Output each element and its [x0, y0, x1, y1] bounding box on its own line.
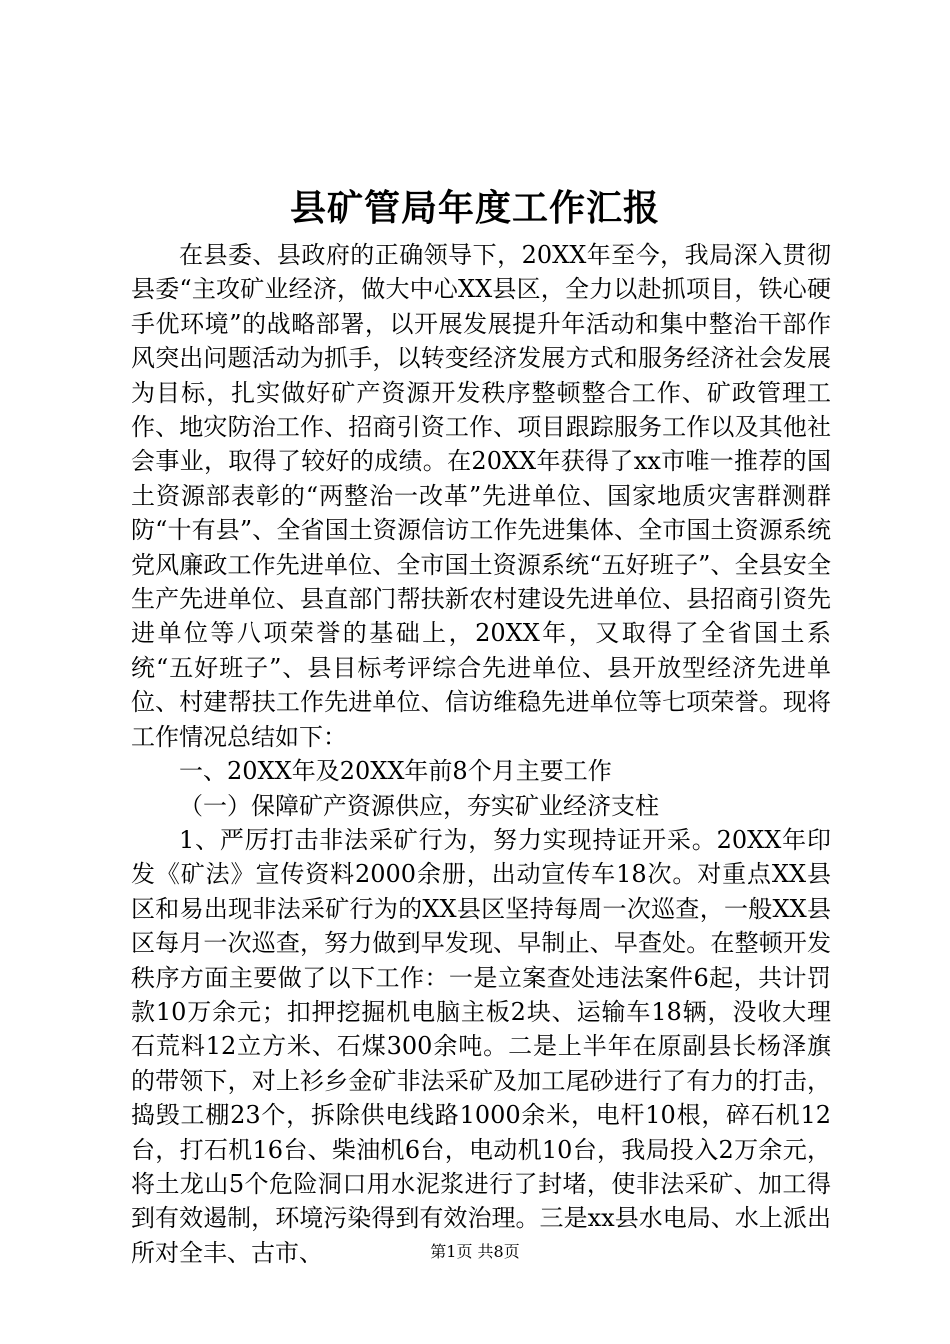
section-heading: 一、20XX年及20XX年前8个月主要工作 — [179, 757, 612, 786]
document-title: 县矿管局年度工作汇报 — [289, 187, 660, 229]
page-footer: 第1页 共8页 — [430, 1242, 520, 1261]
document-body — [131, 238, 831, 1270]
intro-paragraph: 在县委、县政府的正确领导下，20XX年至今，我局深入贯彻县委“主攻矿业经济，做大中心XX县区，全力以赴抓项目，铁心硬手优环境”的战略部署，以开展发展提升年活动和集中整治干部作风突出问题活动为抓手，以转变经济发展方式和服务经济社会发展为目标，扎实做好矿产资源开发秩序整顿整合工作、矿政管理工作、地灾防治工作、招商引资工作、项目跟踪服务工作以及其他社会事业，取得了较好的成绩。在20XX年获得了xx市唯一推荐的国土资源部表彰的“两整治一改革”先进单位、国家地质灾害群测群防“十有县”、全省国土资源信访工作先进集体、全市国土资源系统党风廉政工作先进单位、全市国土资源系统“五好班子”、全县安全生产先进单位、县直部门帮扶新农村建设先进单位、县招商引资先进单位等八项荣誉的基础上，20XX年，又取得了全省国土系统“五好班子”、县目标考评综合先进单位、县开放型经济先进单位、村建帮扶工作先进单位、信访维稳先进单位等七项荣誉。现将工作情况总结如下： — [131, 241, 831, 751]
body-paragraph: 1、严厉打击非法采矿行为，努力实现持证开采。20XX年印发《矿法》宣传资料2000余册，出动宣传车18次。对重点XX县区和易出现非法采矿行为的XX县区坚持每周一次巡查，一般XX县区每月一次巡查，努力做到早发现、早制止、早查处。在整顿开发秩序方面主要做了以下工作：一是立案查处违法案件6起，共计罚款10万余元；扣押挖掘机电脑主板2块、运输车18辆，没收大理石荒料12立方米、石煤300余吨。二是上半年在原副县长杨泽旗的带领下，对上衫乡金矿非法采矿及加工尾砂进行了有力的打击，捣毁工棚23个，拆除供电线路1000余米，电杆10根，碎石机12台，打石机16台、柴油机6台，电动机10台，我局投入2万余元，将土龙山5个危险洞口用水泥浆进行了封堵，使非法采矿、加工得到有效遏制，环境污染得到有效治理。三是xx县水电局、水上派出所对全丰、古市、 — [131, 825, 831, 1267]
subsection-heading: （一）保障矿产资源供应，夯实矿业经济支柱 — [179, 791, 659, 820]
